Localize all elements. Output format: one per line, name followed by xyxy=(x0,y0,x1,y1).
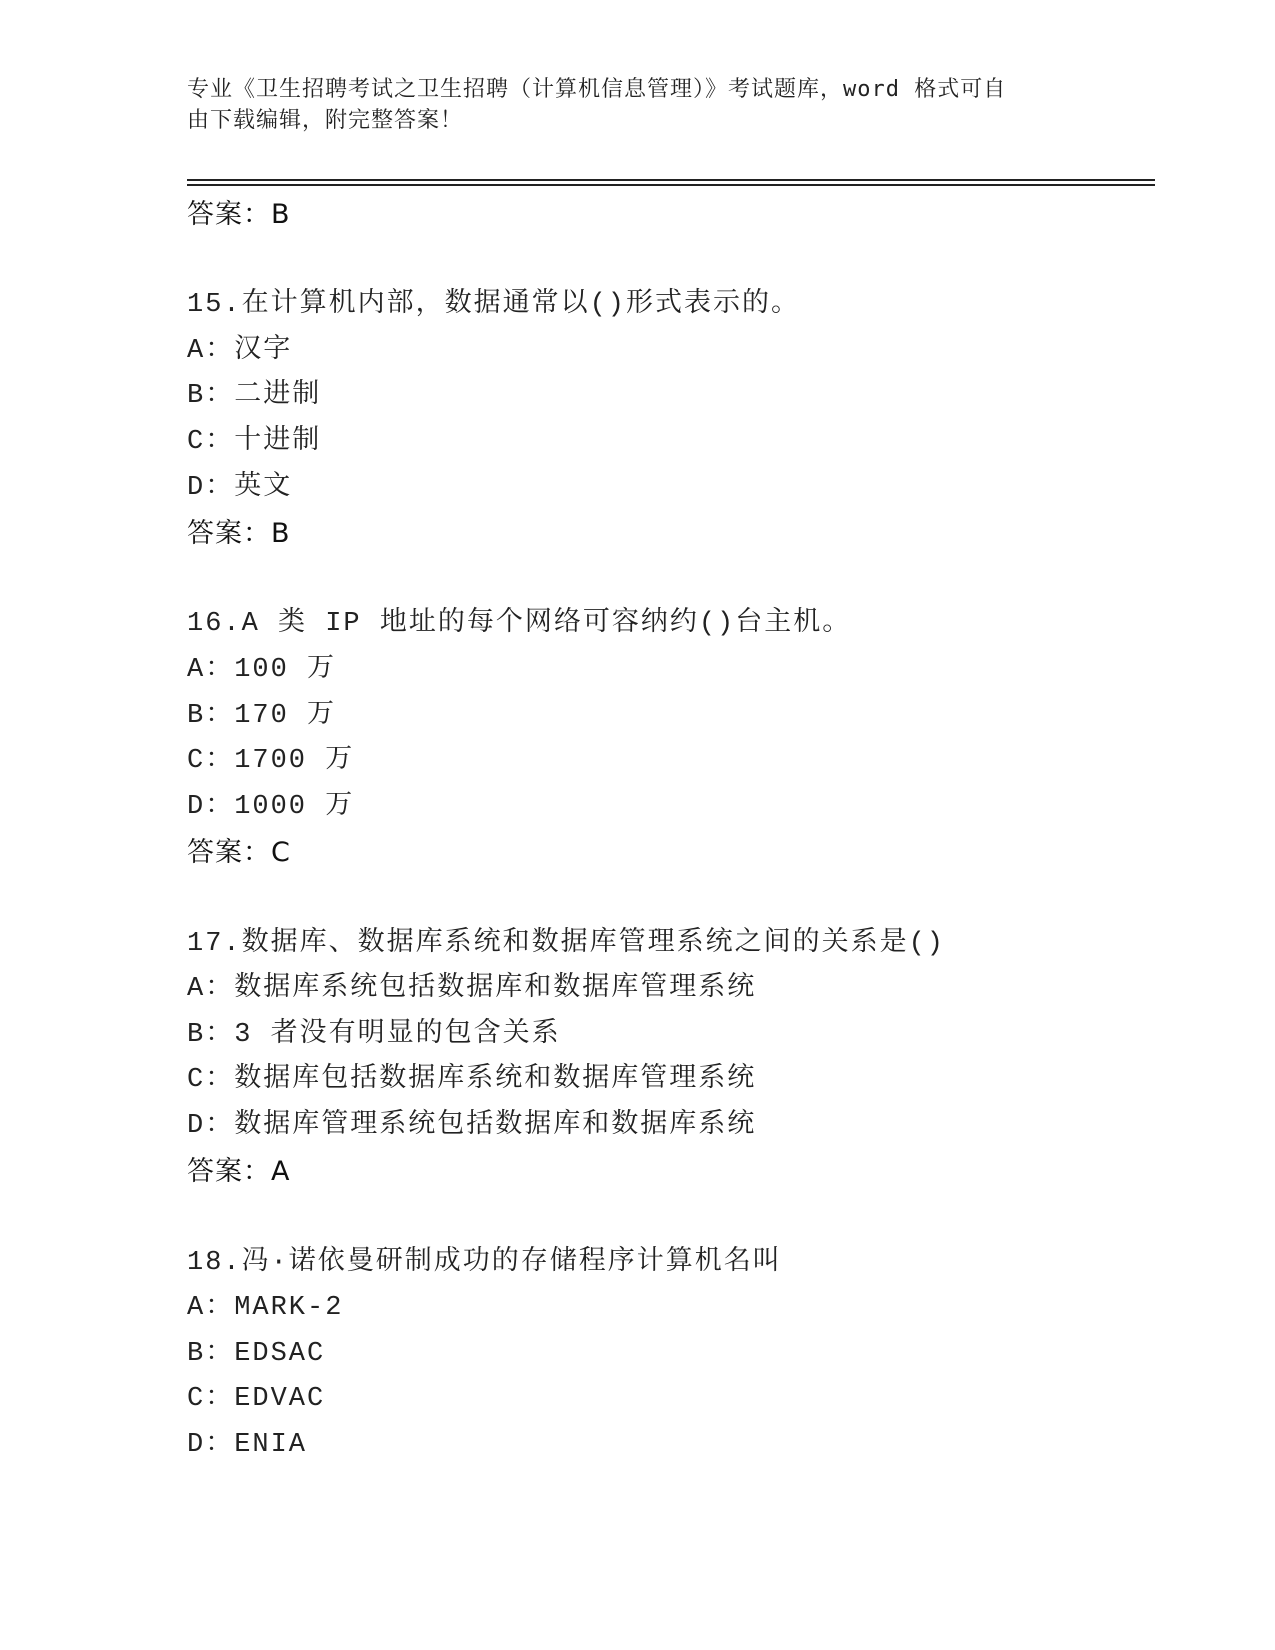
question-16 xyxy=(187,602,1155,876)
option-a: A：MARK-2 xyxy=(187,1293,344,1324)
option-b: B：EDSAC xyxy=(187,1338,326,1369)
option-c: C：EDVAC xyxy=(187,1384,326,1415)
question-15 xyxy=(187,283,1155,557)
option-a: A：数据库系统包括数据库和数据库管理系统 xyxy=(187,974,757,1005)
question-list xyxy=(187,192,1155,1469)
header-divider-bottom xyxy=(187,184,1155,186)
header-line-2: 由下载编辑，附完整答案！ xyxy=(187,108,464,133)
header-divider-top xyxy=(187,179,1155,181)
header-line-1: 专业《卫生招聘考试之卫生招聘（计算机信息管理）》考试题库，word 格式可自 xyxy=(187,77,1007,102)
spacer xyxy=(187,238,1155,284)
option-d: D：ENIA xyxy=(187,1430,308,1461)
option-b: B：170 万 xyxy=(187,700,337,731)
question-stem: 15.在计算机内部，数据通常以()形式表示的。 xyxy=(187,290,801,321)
option-d: D：1000 万 xyxy=(187,791,355,822)
answer: 答案：C xyxy=(187,837,291,869)
option-d: D：数据库管理系统包括数据库和数据库系统 xyxy=(187,1110,757,1141)
option-c: C：1700 万 xyxy=(187,746,355,777)
spacer xyxy=(187,1195,1155,1241)
option-d: D：英文 xyxy=(187,472,293,503)
spacer xyxy=(187,557,1155,603)
option-c: C：数据库包括数据库系统和数据库管理系统 xyxy=(187,1065,757,1096)
answer: 答案：B xyxy=(187,518,291,550)
option-a: A：汉字 xyxy=(187,335,293,366)
question-stem: 18.冯·诺依曼研制成功的存储程序计算机名叫 xyxy=(187,1247,782,1278)
previous-answer: 答案：B xyxy=(187,199,291,230)
question-stem: 17.数据库、数据库系统和数据库管理系统之间的关系是() xyxy=(187,928,946,959)
question-17 xyxy=(187,922,1155,1196)
option-a: A：100 万 xyxy=(187,654,337,685)
option-b: B：二进制 xyxy=(187,381,322,412)
option-b: B：3 者没有明显的包含关系 xyxy=(187,1019,561,1050)
question-stem: 16.A 类 IP 地址的每个网络可容纳约()台主机。 xyxy=(187,609,852,640)
document-header xyxy=(187,74,1067,136)
answer: 答案：A xyxy=(187,1156,291,1188)
spacer xyxy=(187,876,1155,922)
option-c: C：十进制 xyxy=(187,426,322,457)
question-18 xyxy=(187,1241,1155,1469)
